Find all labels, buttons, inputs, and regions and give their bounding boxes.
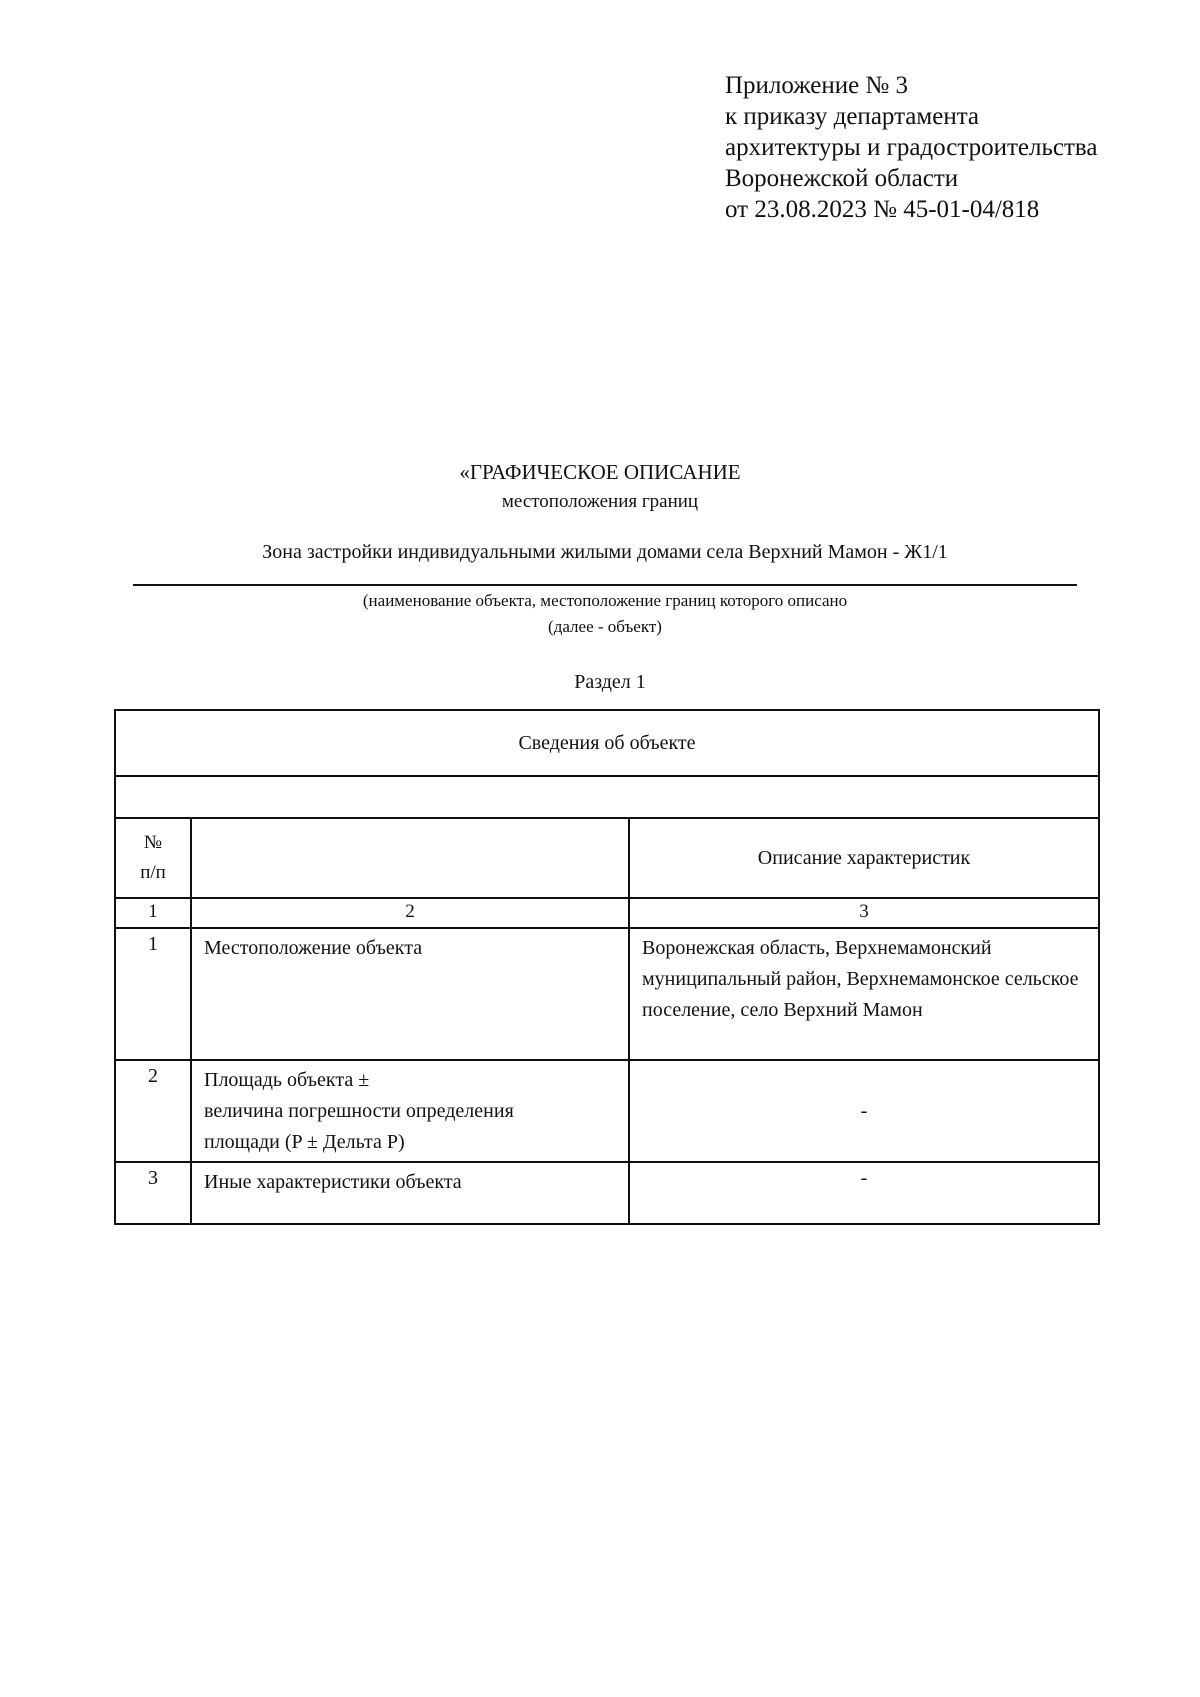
table-header-row — [115, 710, 1099, 776]
table-row — [115, 1162, 1099, 1224]
table-column-index-row — [115, 898, 1099, 928]
row-number: 3 — [115, 1162, 191, 1224]
table-header: Сведения об объекте — [115, 710, 1099, 776]
column-header-number — [115, 818, 191, 898]
object-name: Зона застройки индивидуальными жилыми домами села Верхний Мамон - Ж1/1 — [262, 541, 948, 563]
table-row — [115, 928, 1099, 1060]
object-name-underline — [133, 584, 1077, 586]
appendix-line-2: к приказу департамента — [725, 103, 980, 130]
document-title: «ГРАФИЧЕСКОЕ ОПИСАНИЕ — [459, 460, 741, 484]
row-value: - — [629, 1060, 1099, 1162]
column-header-name — [191, 818, 629, 898]
column-index-2: 2 — [191, 898, 629, 928]
row-characteristic-line-2: величина погрешности определения — [204, 1100, 514, 1122]
appendix-line-4: Воронежской области — [725, 165, 959, 192]
object-info-table — [114, 709, 1100, 1225]
column-index-1: 1 — [115, 898, 191, 928]
table-column-header-row — [115, 818, 1099, 898]
document-subtitle: местоположения границ — [501, 491, 699, 512]
row-characteristic: Местоположение объекта — [191, 928, 629, 1060]
column-header-description: Описание характеристик — [629, 818, 1099, 898]
object-caption-line-1: (наименование объекта, местоположение границ которого описано — [362, 591, 848, 610]
section-label: Раздел 1 — [574, 671, 646, 693]
row-number: 1 — [115, 928, 191, 1060]
row-characteristic — [191, 1060, 629, 1162]
table-empty-cell — [115, 776, 1099, 818]
object-caption — [130, 588, 1080, 640]
row-value: - — [629, 1162, 1099, 1224]
row-characteristic-line-1: Площадь объекта ± — [204, 1069, 370, 1091]
column-index-3: 3 — [629, 898, 1099, 928]
table-row — [115, 1060, 1099, 1162]
row-value: Воронежская область, Верхнемамонский муниципальный район, Верхнемамонское сельское поселение, село Верхний Мамон — [629, 928, 1099, 1060]
appendix-line-1: Приложение № 3 — [725, 72, 909, 99]
column-header-number-line-2: п/п — [140, 862, 166, 883]
appendix-line-3: архитектуры и градостроительства — [725, 134, 1098, 161]
table-empty-row — [115, 776, 1099, 818]
row-characteristic: Иные характеристики объекта — [191, 1162, 629, 1224]
row-number: 2 — [115, 1060, 191, 1162]
row-characteristic-line-3: площади (P ± Дельта P) — [204, 1131, 405, 1153]
column-header-number-line-1: № — [143, 832, 163, 853]
appendix-line-5: от 23.08.2023 № 45-01-04/818 — [725, 196, 1040, 223]
title-block — [0, 458, 1200, 516]
appendix-block — [725, 70, 1155, 225]
object-caption-line-2: (далее - объект) — [548, 617, 662, 636]
